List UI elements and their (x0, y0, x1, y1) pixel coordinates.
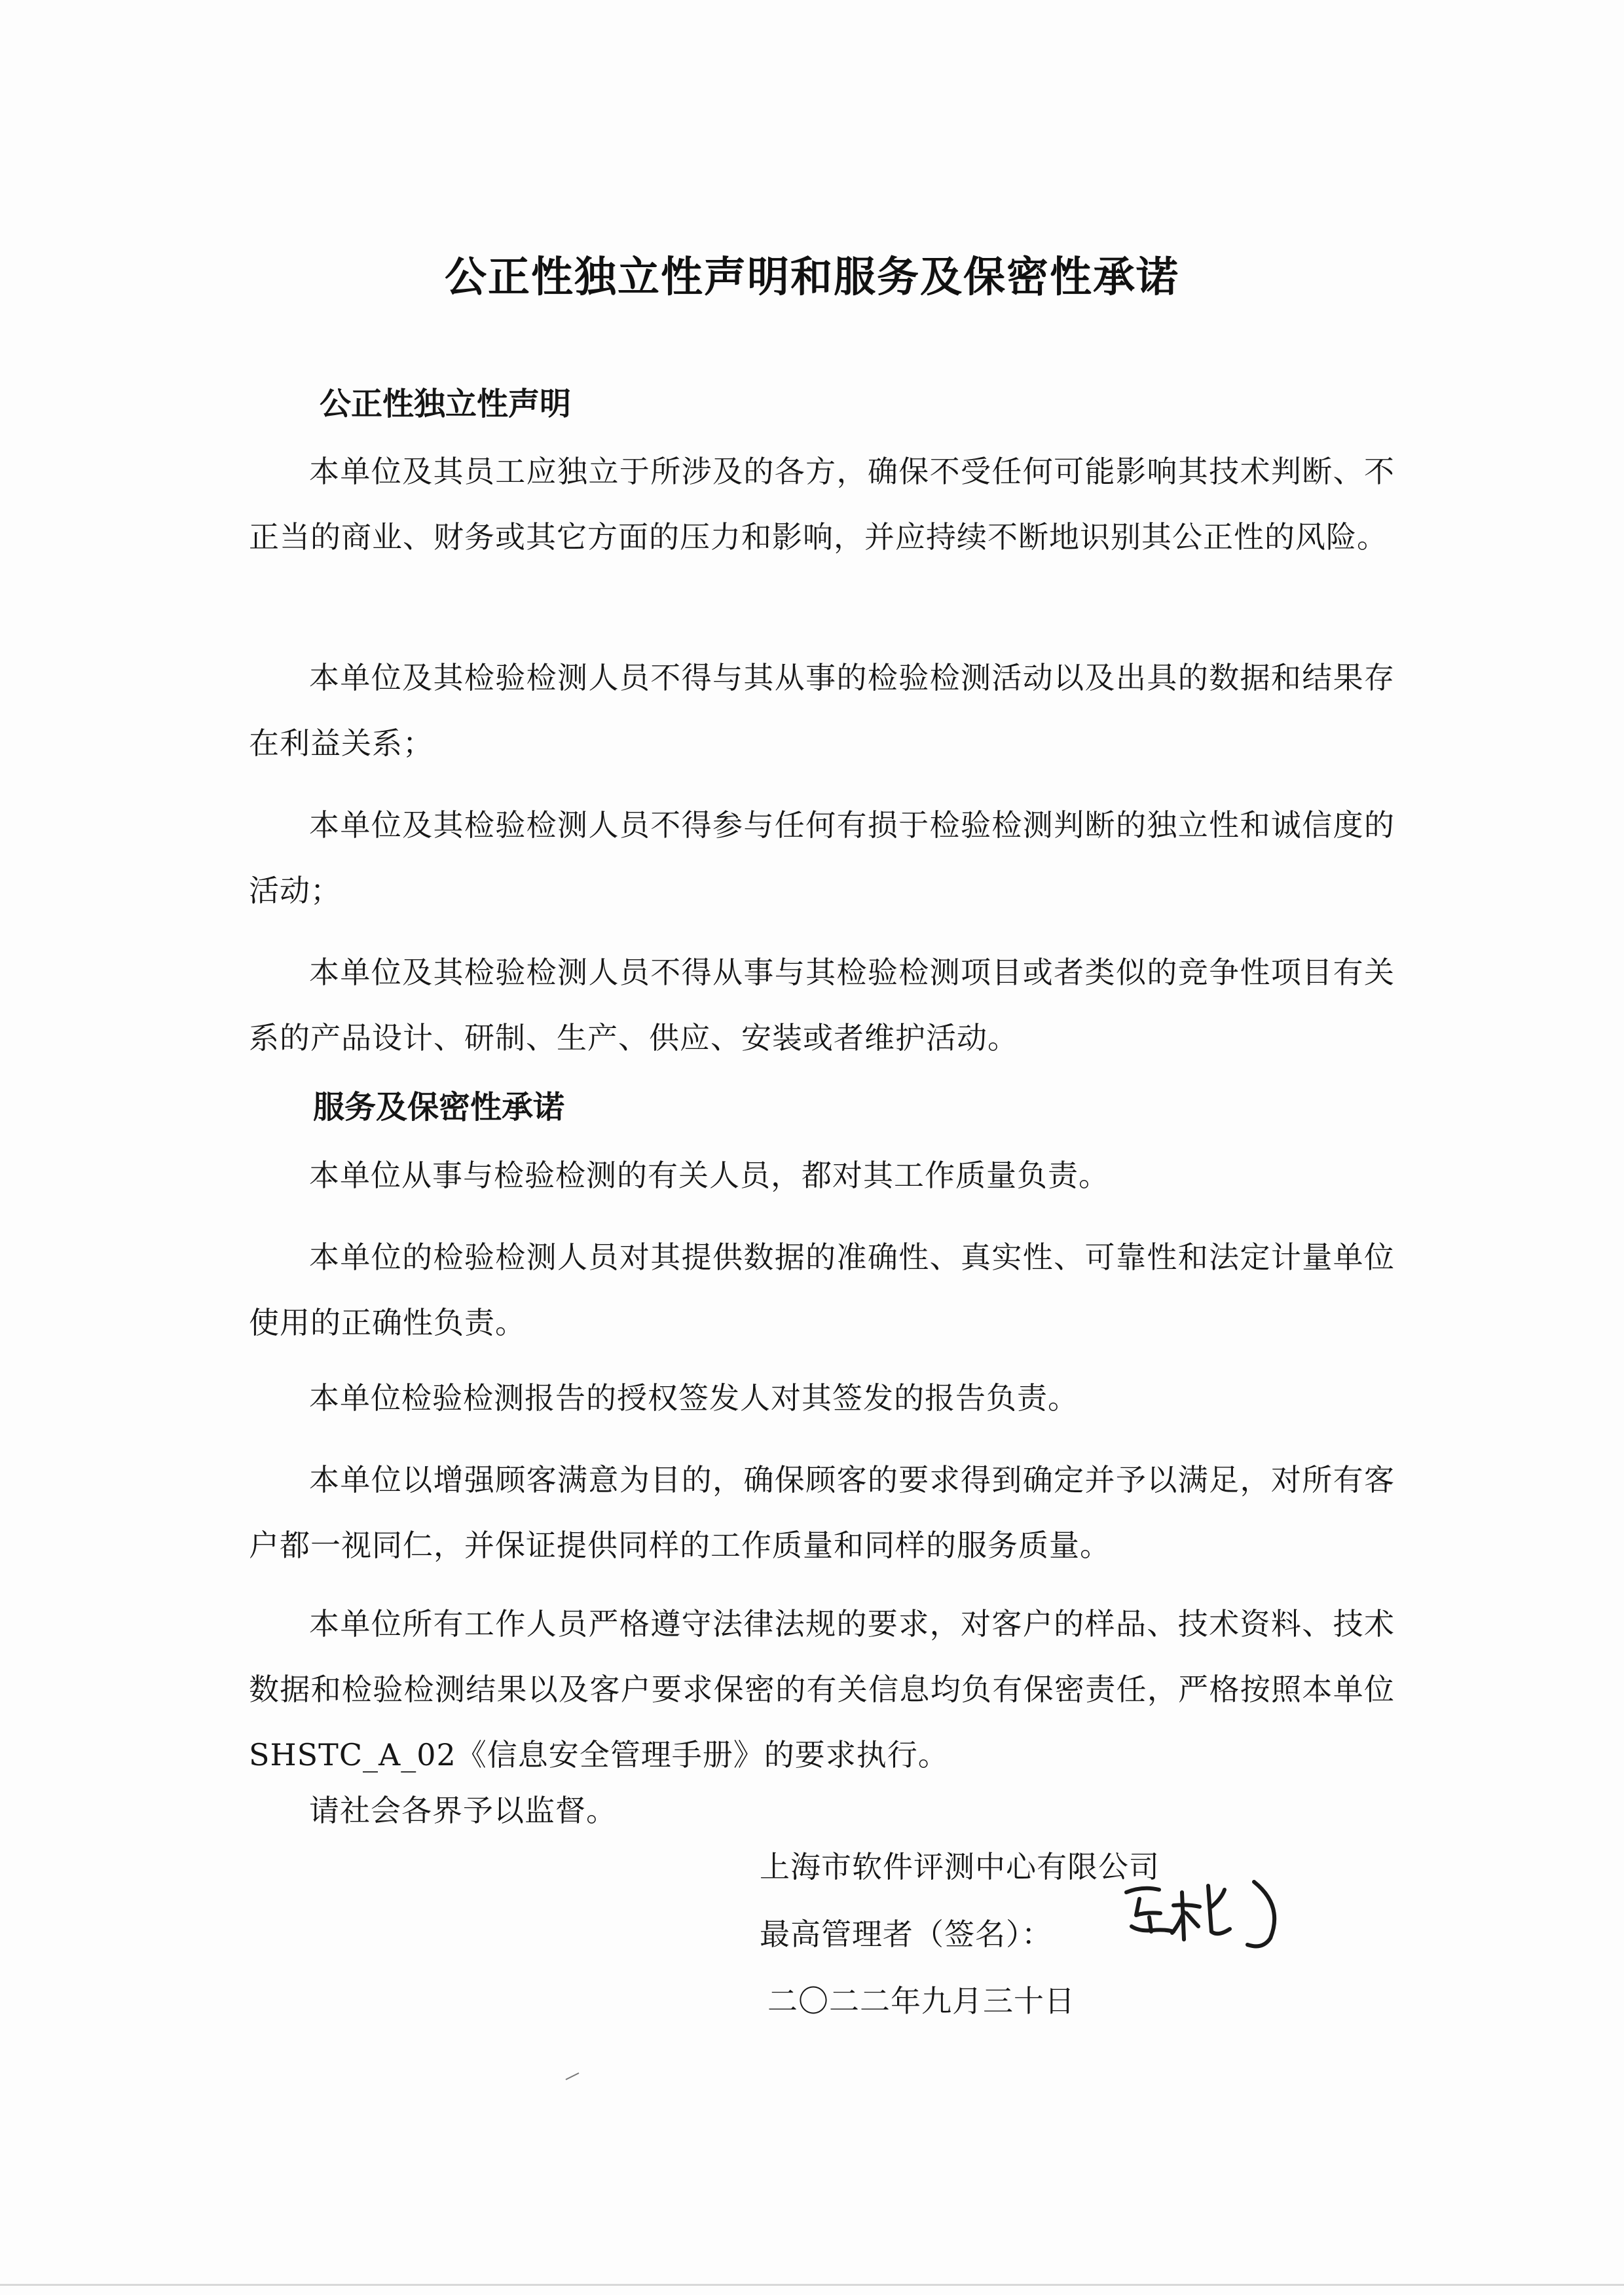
scan-speck (563, 2069, 583, 2082)
paragraph: 本单位及其员工应独立于所涉及的各方，确保不受任何可能影响其技术判断、不正当的商业、财务或其它方面的压力和影响，并应持续不断地识别其公正性的风险。 (249, 454, 1395, 555)
signer-label: 最高管理者（签名）： (760, 1917, 1052, 1952)
paragraph: 本单位检验检测报告的授权签发人对其签发的报告负责。 (309, 1380, 1079, 1416)
paragraph: 本单位及其检验检测人员不得与其从事的检验检测活动以及出具的数据和结果存在利益关系； (249, 660, 1395, 761)
paragraph: 本单位及其检验检测人员不得参与任何有损于检验检测判断的独立性和诚信度的活动； (249, 807, 1395, 908)
document-date: 二〇二二年九月三十日 (767, 1983, 1075, 2019)
handwritten-signature (1113, 1866, 1310, 1958)
organization-name: 上海市软件评测中心有限公司 (760, 1849, 1160, 1884)
paragraph: 请社会各界予以监督。 (309, 1793, 617, 1828)
paragraph: 本单位从事与检验检测的有关人员，都对其工作质量负责。 (309, 1158, 1109, 1193)
section-heading-impartiality: 公正性独立性声明 (320, 386, 572, 422)
paragraph: 本单位及其检验检测人员不得从事与其检验检测项目或者类似的竞争性项目有关系的产品设计、研制、生产、供应、安装或者维护活动。 (249, 955, 1395, 1056)
section-heading-confidentiality: 服务及保密性承诺 (313, 1089, 565, 1126)
scan-edge-line (0, 2284, 1624, 2286)
document-title: 公正性独立性声明和服务及保密性承诺 (445, 253, 1179, 302)
paragraph: 本单位的检验检测人员对其提供数据的准确性、真实性、可靠性和法定计量单位使用的正确性负责。 (249, 1239, 1395, 1340)
paragraph: 本单位以增强顾客满意为目的，确保顾客的要求得到确定并予以满足，对所有客户都一视同仁，并保证提供同样的工作质量和同样的服务质量。 (249, 1462, 1395, 1563)
paragraph: 本单位所有工作人员严格遵守法律法规的要求，对客户的样品、技术资料、技术数据和检验检测结果以及客户要求保密的有关信息均负有保密责任，严格按照本单位 SHSTC_A_02《信息安全管理手册》的要求执行。 (249, 1606, 1395, 1772)
